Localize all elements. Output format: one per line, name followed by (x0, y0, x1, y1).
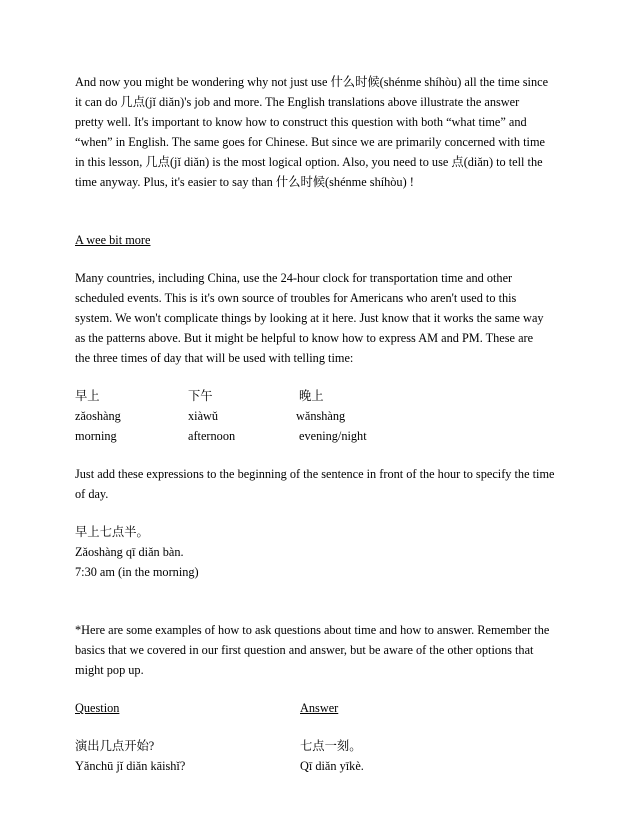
pinyin-row (75, 406, 570, 426)
note-line: basics that we covered in our first question and answer, but be aware of the other options that (75, 643, 534, 657)
example-english: 7:30 am (in the morning) (75, 565, 199, 579)
pinyin-morning: zǎoshàng (75, 409, 121, 423)
add-expressions-line: Just add these expressions to the beginning of the sentence in front of the hour to specify the time (75, 467, 555, 481)
hanzi-evening: 晚上 (299, 389, 324, 403)
intro-line: And now you might be wondering why not just use 什么时候(shénme shíhòu) all the time since (75, 75, 549, 89)
hanzi-afternoon: 下午 (188, 389, 213, 403)
section-heading: A wee bit more (75, 233, 151, 247)
pinyin-evening: wǎnshàng (296, 409, 346, 423)
english-morning: morning (75, 429, 117, 443)
pinyin-afternoon: xiàwǔ (188, 409, 219, 423)
intro-line: pretty well. It's important to know how to construct this question with both “what time” and (75, 115, 527, 129)
example-block (75, 522, 570, 582)
qa-table (75, 698, 570, 776)
english-evening: evening/night (299, 429, 367, 443)
example-pinyin: Zǎoshàng qī diǎn bàn. (75, 545, 184, 559)
note-line: might pop up. (75, 663, 144, 677)
answer-hanzi: 七点一刻。 (300, 739, 362, 753)
section-paragraph (75, 268, 570, 368)
note-paragraph (75, 620, 570, 680)
add-expressions-line: of day. (75, 487, 109, 501)
qa-row (75, 736, 570, 756)
times-of-day-table (75, 386, 570, 446)
question-hanzi: 演出几点开始? (75, 739, 155, 753)
section-line: Many countries, including China, use the 24-hour clock for transportation time and other (75, 271, 513, 285)
qa-header-row (75, 698, 570, 718)
question-header: Question (75, 701, 120, 715)
answer-pinyin: Qī diǎn yīkè. (300, 759, 364, 773)
document-page (75, 68, 570, 776)
intro-line: it can do 几点(jǐ diǎn)'s job and more. The English translations above illustrate the answer (75, 95, 520, 109)
qa-row (75, 756, 570, 776)
intro-paragraph (75, 72, 570, 192)
answer-header: Answer (300, 701, 339, 715)
intro-line: in this lesson, 几点(jǐ diǎn) is the most logical option. Also, you need to use 点(diǎn) to tell the (75, 155, 543, 169)
intro-line: time anyway. Plus, it's easier to say than 什么时候(shénme shíhòu) ! (75, 175, 414, 189)
example-hanzi: 早上七点半。 (75, 525, 149, 539)
hanzi-row (75, 386, 570, 406)
add-expressions-paragraph (75, 464, 570, 504)
hanzi-morning: 早上 (75, 389, 100, 403)
section-line: as the patterns above. But it might be helpful to know how to express AM and PM. These are (75, 331, 534, 345)
english-afternoon: afternoon (188, 429, 236, 443)
english-row (75, 426, 570, 446)
question-pinyin: Yǎnchū jǐ diǎn kāishǐ? (75, 759, 186, 773)
section-line: the three times of day that will be used with telling time: (75, 351, 354, 365)
section-line: system. We won't complicate things by looking at it here. Just know that it works the same way (75, 311, 544, 325)
section-line: scheduled events. This is it's own source of troubles for Americans who aren't used to this (75, 291, 517, 305)
note-line: *Here are some examples of how to ask questions about time and how to answer. Remember the (75, 623, 550, 637)
intro-line: “when” in English. The same goes for Chinese. But since we are primarily concerned with time (75, 135, 545, 149)
